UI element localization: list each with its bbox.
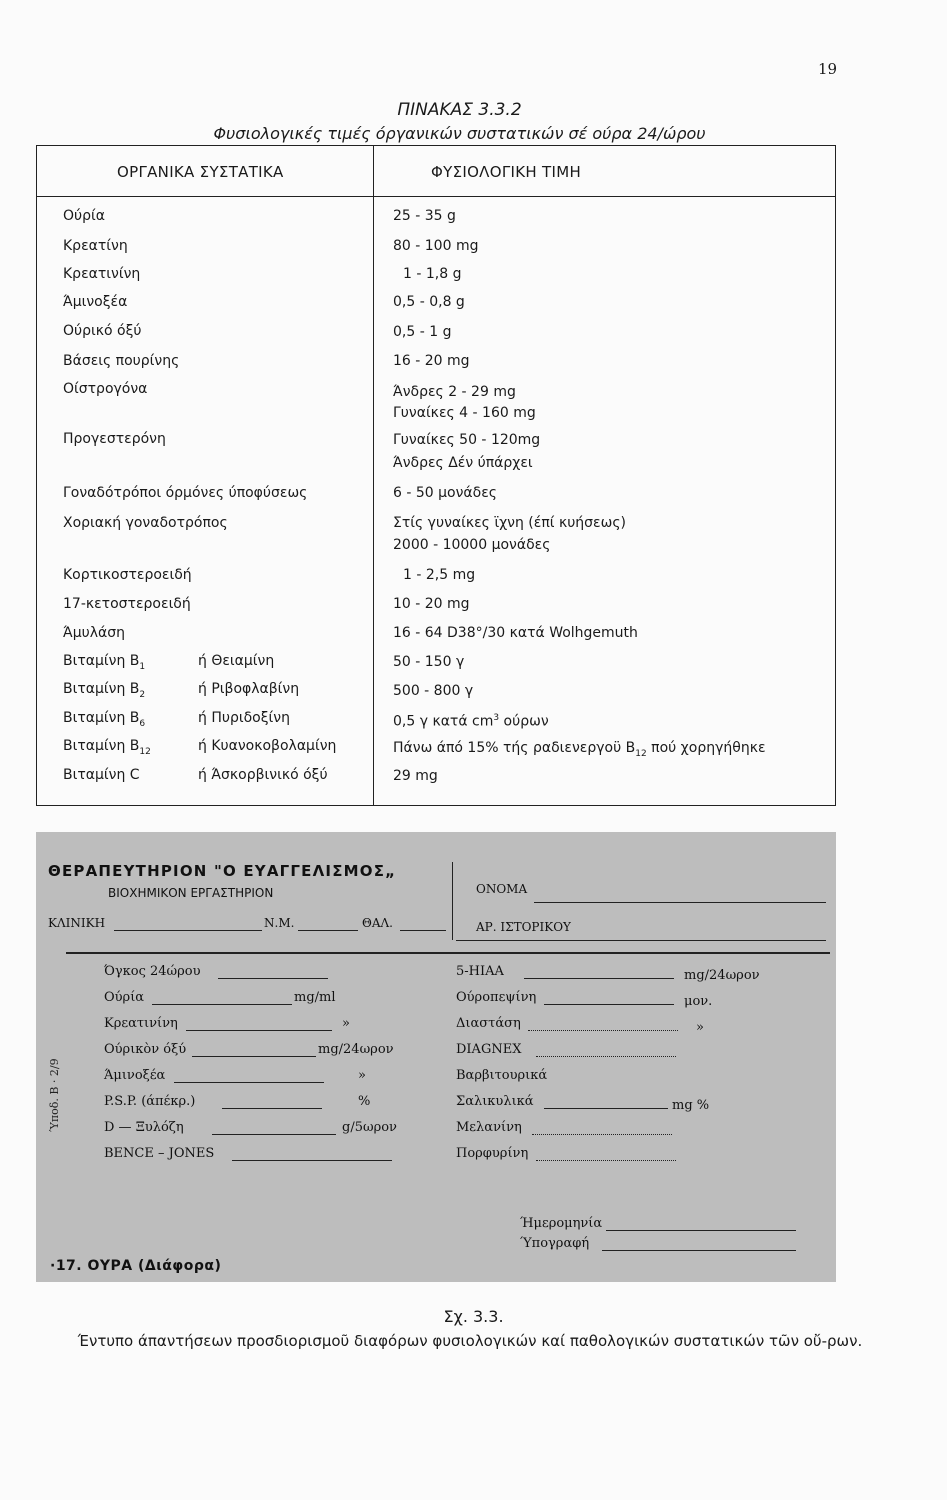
- form-field-line: [186, 1030, 332, 1031]
- form-subheader: ΒΙΟΧΗΜΙΚΟΝ ΕΡΓΑΣΤΗΡΙΟΝ: [108, 886, 274, 900]
- form-field-unit: »: [696, 1020, 704, 1035]
- row-name: Οίστρογόνα: [63, 381, 148, 397]
- row-name: Βιταμίνη $B_{12}$ ή Κυανοκοβολαμίνη: [63, 738, 337, 757]
- form-field-label: 5-HIAA: [456, 964, 504, 979]
- form-field-line: [212, 1134, 336, 1135]
- row-name: Βιταμίνη $B_6$ ή Πυριδοξίνη: [63, 710, 290, 729]
- row-value: Άνδρες 2 - 29 mg: [393, 384, 516, 400]
- header-left: ΟΡΓΑΝΙΚΑ ΣΥΣΤΑΤΙΚΑ: [117, 163, 284, 181]
- row-value: 1 - 1,8 g: [403, 266, 462, 282]
- row-name: Ούρικό όξύ: [63, 323, 142, 339]
- urine-report-form: [36, 832, 836, 1282]
- row-name: Βιταμίνη $B_2$ ή Ριβοφλαβίνη: [63, 681, 300, 700]
- form-field-line: [174, 1082, 324, 1083]
- form-field-label: Όγκος 24ώρου: [104, 964, 201, 979]
- row-value-2: Άνδρες Δέν ύπάρχει: [393, 455, 533, 471]
- form-field-line: [192, 1056, 316, 1057]
- form-field-unit: »: [358, 1068, 366, 1083]
- page-number: 19: [818, 60, 838, 78]
- form-field-line: [222, 1108, 322, 1109]
- name-line: [534, 902, 826, 903]
- clinic-label: ΚΛΙΝΙΚΗ: [48, 916, 106, 930]
- form-field-unit: »: [342, 1016, 350, 1031]
- form-field-line: [232, 1160, 392, 1161]
- row-value-2: 2000 - 10000 μονάδες: [393, 537, 551, 553]
- form-field-label: P.S.P. (άπέκρ.): [104, 1094, 196, 1109]
- figure-title: Σχ. 3.3.: [443, 1307, 504, 1326]
- figure-caption: Έντυπο άπαντήσεων προσδιορισμοῦ διαφόρων φυσιολογικών καί παθολογικών συστατικών τῶν οὔ-ρων.: [77, 1332, 863, 1350]
- thal-line: [400, 930, 446, 931]
- row-name: Κορτικοστεροειδή: [63, 567, 192, 583]
- history-label: ΑΡ. ΙΣΤΟΡΙΚΟΥ: [476, 920, 571, 934]
- form-footer: ·17. ΟΥΡΑ (Διάφορα): [50, 1258, 222, 1274]
- form-field-label: BENCE – JONES: [104, 1146, 215, 1161]
- form-field-line: [152, 1004, 292, 1005]
- date-label: Ήμερομηνία: [520, 1216, 603, 1231]
- form-field-unit: mg/ml: [294, 990, 336, 1005]
- form-field-line: [218, 978, 328, 979]
- form-field-label: DIAGNEX: [456, 1042, 522, 1057]
- nm-label: Ν.Μ.: [264, 916, 295, 930]
- row-value: 0,5 - 0,8 g: [393, 294, 465, 310]
- signature-label: Ύπογραφή: [520, 1236, 590, 1251]
- thal-label: ΘΑΛ.: [362, 916, 393, 930]
- header-divider: [37, 196, 835, 197]
- row-name: Προγεστερόνη: [63, 431, 166, 447]
- form-header: ΘΕΡΑΠΕΥΤΗΡΙΟΝ "Ο ΕΥΑΓΓΕΛΙΣΜΟΣ„: [48, 862, 397, 880]
- row-value: Στίς γυναίκες ϊχνη (έπί κυήσεως): [393, 515, 627, 531]
- history-line: [456, 940, 826, 941]
- form-field-label: Σαλικυλικά: [456, 1094, 534, 1109]
- row-name: Χοριακή γοναδοτρόπος: [63, 515, 228, 531]
- values-table: [36, 145, 836, 806]
- row-name: Ούρία: [63, 208, 105, 224]
- row-value: 6 - 50 μονάδες: [393, 485, 497, 501]
- form-field-line: [544, 1004, 674, 1005]
- form-field-line: [524, 978, 674, 979]
- table-title: ΠΙΝΑΚΑΣ 3.3.2: [397, 100, 522, 120]
- date-line: [606, 1230, 796, 1231]
- row-name: Άμινοξέα: [63, 294, 128, 310]
- clinic-line: [114, 930, 262, 931]
- form-field-label: Βαρβιτουρικά: [456, 1068, 548, 1083]
- nm-line: [298, 930, 358, 931]
- row-value: 0,5 γ κατά $cm^3$ ούρων: [393, 713, 549, 730]
- row-value: 29 mg: [393, 768, 438, 784]
- row-value: 50 - 150 γ: [393, 654, 465, 670]
- form-field-label: Ούρία: [104, 990, 145, 1005]
- name-label: ΟΝΟΜΑ: [476, 882, 528, 896]
- row-name: Κρεατίνη: [63, 238, 128, 254]
- form-field-line: [536, 1160, 676, 1161]
- form-field-label: Άμινοξέα: [104, 1068, 166, 1083]
- row-name: Άμυλάση: [63, 625, 125, 641]
- form-field-line: [544, 1108, 668, 1109]
- form-field-unit: g/5ωρον: [342, 1120, 397, 1135]
- row-value-2: Γυναίκες 4 - 160 mg: [393, 405, 536, 421]
- form-field-unit: μον.: [684, 994, 713, 1009]
- row-value: Γυναίκες 50 - 120mg: [393, 432, 541, 448]
- row-name: Βιταμίνη C ή Άσκορβινικό όξύ: [63, 767, 328, 783]
- table-subtitle: Φυσιολογικές τιμές όργανικών συστατικών σέ ούρα 24/ώρου: [213, 124, 706, 143]
- column-divider: [373, 146, 374, 805]
- form-field-label: Ούρικὸν όξύ: [104, 1042, 187, 1057]
- row-value: 16 - 20 mg: [393, 353, 470, 369]
- row-value: 0,5 - 1 g: [393, 324, 452, 340]
- header-right: ΦΥΣΙΟΛΟΓΙΚΗ ΤΙΜΗ: [431, 163, 582, 181]
- row-value: 10 - 20 mg: [393, 596, 470, 612]
- row-value: 25 - 35 g: [393, 208, 456, 224]
- form-field-line: [536, 1056, 676, 1057]
- form-field-unit: mg %: [672, 1098, 710, 1113]
- row-value: Πάνω άπό 15% τής ραδιενεργοϋ $B_{12}$ πού χορηγήθηκε: [393, 740, 766, 759]
- row-name: 17-κετοστεροειδή: [63, 596, 191, 612]
- form-field-label: Κρεατινίνη: [104, 1016, 178, 1031]
- form-field-unit: %: [358, 1094, 371, 1109]
- form-field-line: [532, 1134, 672, 1135]
- form-field-unit: mg/24ωρον: [684, 968, 760, 983]
- form-field-label: Πορφυρίνη: [456, 1146, 529, 1161]
- row-value: 16 - 64 D38°/30 κατά Wolhgemuth: [393, 625, 638, 641]
- row-value: 80 - 100 mg: [393, 238, 479, 254]
- signature-line: [602, 1250, 796, 1251]
- form-field-unit: mg/24ωρον: [318, 1042, 394, 1057]
- row-name: Βιταμίνη $B_1$ ή Θειαμίνη: [63, 653, 275, 672]
- form-code: Ύποδ. B · 2/9: [48, 1058, 61, 1132]
- row-value: 500 - 800 γ: [393, 683, 474, 699]
- form-field-line: [528, 1030, 678, 1031]
- form-field-label: D — Ξυλόζη: [104, 1120, 184, 1135]
- row-name: Βάσεις πουρίνης: [63, 353, 180, 369]
- row-name: Κρεατινίνη: [63, 266, 141, 282]
- form-field-label: Ούροπεψίνη: [456, 990, 537, 1005]
- form-separator: [66, 952, 830, 954]
- header-vline: [452, 862, 453, 940]
- row-value: 1 - 2,5 mg: [403, 567, 476, 583]
- form-field-label: Διαστάση: [456, 1016, 521, 1031]
- row-name: Γοναδότρόποι όρμόνες ύποφύσεως: [63, 485, 308, 501]
- form-field-label: Μελανίνη: [456, 1120, 522, 1135]
